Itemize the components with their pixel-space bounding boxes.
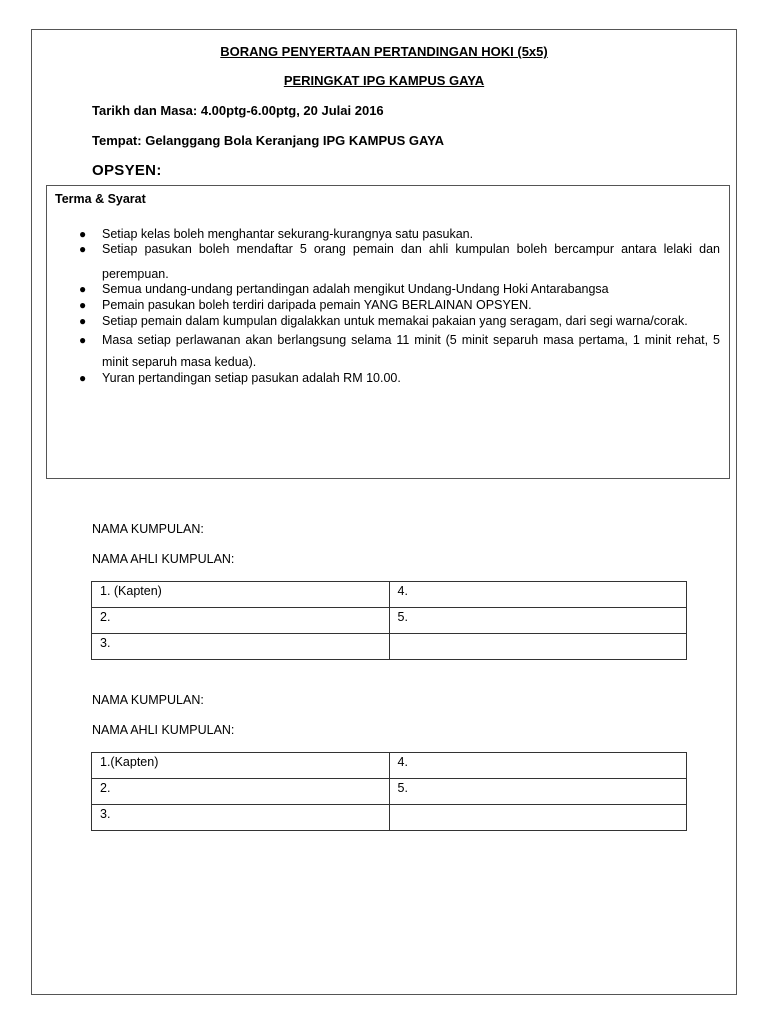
member-cell[interactable]: 2. [92, 608, 390, 634]
members-table [91, 581, 687, 660]
members-label: NAMA AHLI KUMPULAN: [92, 552, 235, 566]
member-cell[interactable]: 4. [389, 753, 687, 779]
form-title: BORANG PENYERTAAN PERTANDINGAN HOKI (5x5) [220, 44, 548, 59]
table-row [92, 634, 687, 660]
term-text: Semua undang-undang pertandingan adalah mengikut Undang-Undang Hoki Antarabangsa [102, 282, 609, 296]
term-text: Setiap pemain dalam kumpulan digalakkan untuk memakai pakaian yang seragam, dari segi warna/corak. [102, 314, 688, 328]
bullet-icon: ● [79, 242, 87, 256]
terms-box [46, 185, 730, 479]
date-time-text: Tarikh dan Masa: 4.00ptg-6.00ptg, 20 Julai 2016 [92, 103, 384, 118]
bullet-icon: ● [79, 371, 87, 385]
table-row [92, 753, 687, 779]
member-cell[interactable]: 5. [389, 779, 687, 805]
term-item [47, 329, 731, 373]
term-text: Yuran pertandingan setiap pasukan adalah RM 10.00. [102, 371, 401, 385]
member-cell[interactable]: 3. [92, 805, 390, 831]
bullet-icon: ● [79, 227, 87, 241]
term-text: Setiap kelas boleh menghantar sekurang-kurangnya satu pasukan. [102, 227, 474, 241]
members-table [91, 752, 687, 831]
member-cell[interactable]: 1.(Kapten) [92, 753, 390, 779]
group-name-label: NAMA KUMPULAN: [92, 522, 204, 536]
member-cell[interactable] [389, 805, 687, 831]
terms-heading: Terma & Syarat [55, 192, 146, 206]
member-cell[interactable]: 2. [92, 779, 390, 805]
member-cell[interactable]: 1. (Kapten) [92, 582, 390, 608]
terms-list [47, 226, 731, 386]
bullet-icon: ● [79, 333, 87, 347]
term-item [47, 281, 731, 297]
table-row [92, 582, 687, 608]
venue-text: Tempat: Gelanggang Bola Keranjang IPG KAMPUS GAYA [92, 133, 445, 148]
members-label: NAMA AHLI KUMPULAN: [92, 723, 235, 737]
group-name-label: NAMA KUMPULAN: [92, 693, 204, 707]
table-row [92, 608, 687, 634]
bullet-icon: ● [79, 298, 87, 312]
form-subtitle: PERINGKAT IPG KAMPUS GAYA [283, 73, 485, 88]
bullet-icon: ● [79, 282, 87, 296]
term-text: Pemain pasukan boleh terdiri daripada pemain YANG BERLAINAN OPSYEN. [102, 298, 532, 312]
bullet-icon: ● [79, 314, 87, 328]
term-text: Setiap pasukan boleh mendaftar 5 orang pemain dan ahli kumpulan boleh bercampur antara lelaki dan perempuan. [102, 242, 720, 281]
table-row [92, 805, 687, 831]
option-label: OPSYEN: [92, 162, 162, 179]
term-item [47, 370, 731, 386]
term-text: Masa setiap perlawanan akan berlangsung selama 11 minit (5 minit separuh masa pertama, 1 minit rehat, 5 minit separuh masa kedua). [102, 333, 720, 369]
member-cell[interactable]: 4. [389, 582, 687, 608]
member-cell[interactable]: 3. [92, 634, 390, 660]
member-cell[interactable]: 5. [389, 608, 687, 634]
member-cell[interactable] [389, 634, 687, 660]
table-row [92, 779, 687, 805]
term-item [47, 237, 731, 287]
